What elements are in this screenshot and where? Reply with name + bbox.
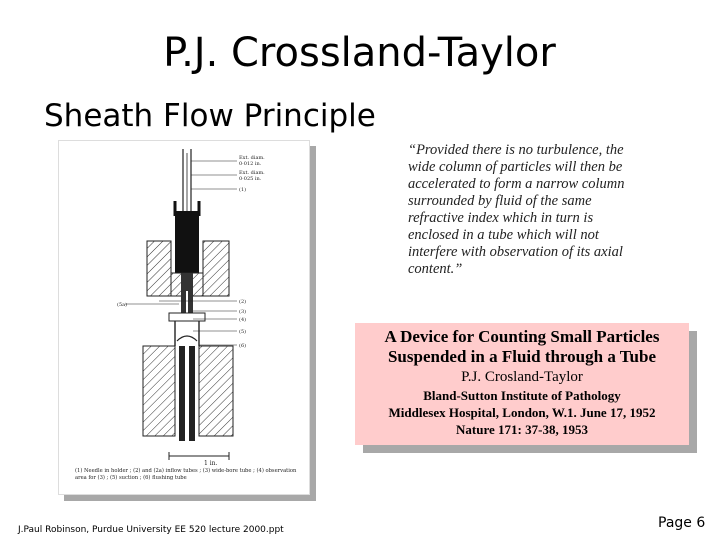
reference-title-line2: Suspended in a Fluid through a Tube [387, 347, 657, 366]
label-2: (2) [239, 299, 247, 305]
footer-credit: J.Paul Robinson, Purdue University EE 520 lecture 2000.ppt [18, 525, 284, 535]
reference-box [355, 323, 689, 445]
reference-institute: Bland-Sutton Institute of Pathology [423, 388, 621, 403]
quote-text: “Provided there is no turbulence, the wide column of particles will then be accelerated to form a narrow column surrounded by fluid of the same refractive index which in turn is enclosed in a tube which will not interfere with observation of its axial content.” [408, 142, 625, 277]
figure-panel [58, 140, 310, 495]
reference-hospital: Middlesex Hospital, London, W.1. June 17, 1952 [388, 405, 656, 420]
device-diagram-svg [59, 141, 311, 496]
label-1: (1) [239, 187, 247, 193]
reference-author: P.J. Crosland-Taylor [461, 369, 583, 385]
label-6: (6) [239, 343, 247, 349]
label-3: (3) [239, 309, 247, 315]
scale-label: 1 in. [204, 460, 218, 467]
page-number: Page 6 [658, 515, 706, 531]
slide-title: P.J. Crossland-Taylor [163, 30, 556, 76]
label-4: (4) [239, 317, 247, 323]
figure-caption: (1) Needle in holder ; (2) and (2a) inflow tubes ; (3) wide-bore tube ; (4) observation area for (3) ; (5) suction ; (6) flushing tube [75, 468, 297, 481]
label-ext-diam-2: Ext. diam. [239, 170, 265, 176]
device-figure [58, 140, 310, 495]
label-5: (5) [239, 329, 247, 335]
label-left: (5a) [117, 302, 128, 308]
reference-citation: Nature 171: 37-38, 1953 [456, 422, 588, 437]
reference-title-line1: A Device for Counting Small Particles [384, 327, 660, 346]
slide-subtitle: Sheath Flow Principle [44, 98, 376, 134]
label-ext-diam-1: Ext. diam. [239, 155, 265, 161]
label-ext-diam-1b: 0·012 in. [239, 161, 262, 167]
label-ext-diam-2b: 0·025 in. [239, 176, 262, 182]
